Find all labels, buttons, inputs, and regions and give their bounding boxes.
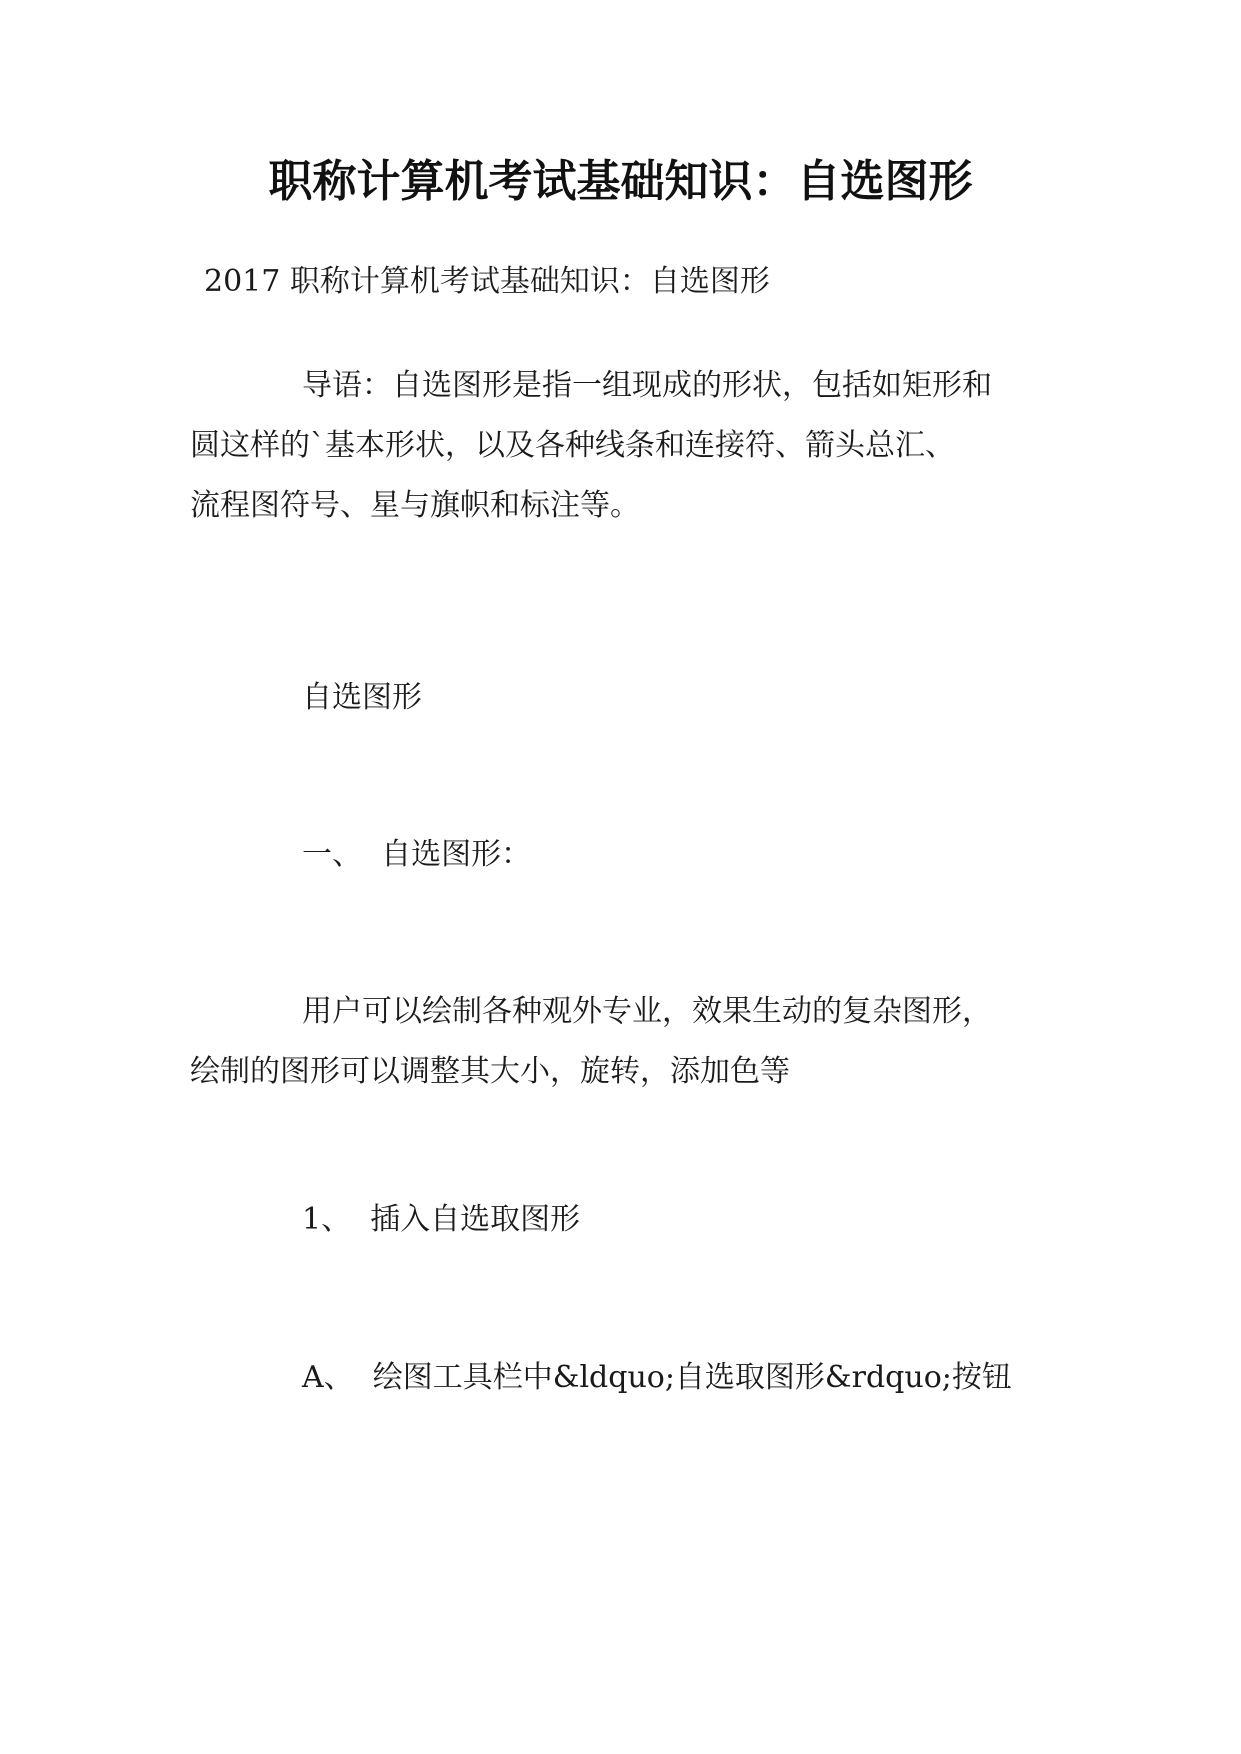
document-subtitle: 2017 职称计算机考试基础知识：自选图形	[204, 264, 770, 299]
intro-paragraph	[190, 356, 1070, 536]
document-title: 职称计算机考试基础知识：自选图形	[268, 156, 973, 207]
body-line: 用户可以绘制各种观外专业，效果生动的复杂图形，	[302, 994, 992, 1029]
intro-line: 导语：自选图形是指一组现成的形状，包括如矩形和	[302, 368, 992, 403]
section-heading: 自选图形	[302, 680, 422, 715]
step-one-heading: 1、 插入自选取图形	[302, 1202, 581, 1237]
item-one-heading: 一、 自选图形：	[302, 837, 532, 872]
body-line: 绘制的图形可以调整其大小，旋转，添加色等	[190, 1054, 790, 1089]
intro-line: 流程图符号、星与旗帜和标注等。	[190, 488, 640, 523]
intro-line: 圆这样的`基本形状，以及各种线条和连接符、箭头总汇、	[190, 428, 955, 463]
step-a-text: A、 绘图工具栏中&ldquo;自选取图形&rdquo;按钮	[302, 1360, 1012, 1395]
body-paragraph	[190, 982, 1070, 1102]
